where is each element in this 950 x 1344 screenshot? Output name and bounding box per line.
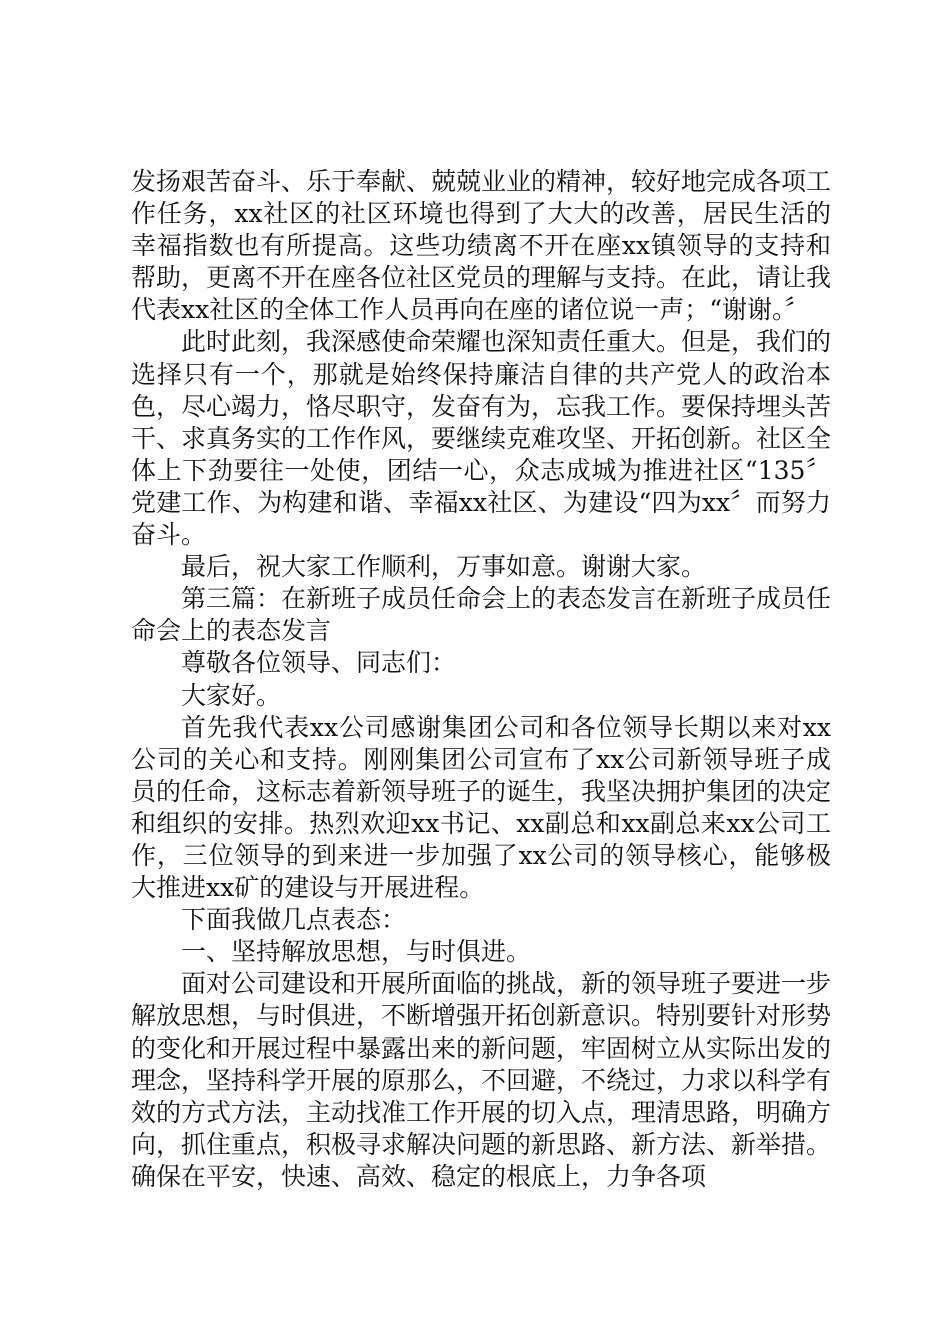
section-heading: 第三篇：在新班子成员任命会上的表态发言在新班子成员任命会上的表态发言 bbox=[131, 584, 832, 646]
paragraph-closing-wishes: 最后，祝大家工作顺利，万事如意。谢谢大家。 bbox=[181, 552, 707, 582]
paragraph-thanks: 首先我代表xx公司感谢集团公司和各位领导长期以来对xx公司的关心和支持。刚刚集团公司宣布了xx公司新领导班子成员的任命，这标志着新领导班子的诞生，我坚决拥护集团的决定和组织的安排。热烈欢迎xx书记、xx副总和xx副总来xx公司工作，三位领导的到来进一步加强了xx公司的领导核心，能够极大推进xx矿的建设与开展进程。 bbox=[131, 712, 832, 903]
paragraph-mission: 此时此刻，我深感使命荣耀也深知责任重大。但是，我们的选择只有一个，那就是始终保持廉洁自律的共产党人的政治本色，尽心竭力，恪尽职守，发奋有为，忘我工作。要保持埋头苦干、求真务实的工作作风，要继续克难攻坚、开拓创新。社区全体上下劲要往一处使，团结一心，众志成城为推进社区“135〞党建工作、为构建和谐、幸福xx社区、为建设“四为xx〞而努力奋斗。 bbox=[131, 327, 832, 550]
paragraph-continuation: 发扬艰苦奋斗、乐于奉献、兢兢业业的精神，较好地完成各项工作任务，xx社区的社区环境也得到了大大的改善，居民生活的幸福指数也有所提高。这些功绩离不开在座xx镇领导的支持和帮助，更离不开在座各位社区党员的理解与支持。在此，请让我代表xx社区的全体工作人员再向在座的诸位说一声；“谢谢。〞 bbox=[131, 167, 832, 325]
paragraph-point-1: 面对公司建设和开展所面临的挑战，新的领导班子要进一步解放思想，与时俱进，不断增强开拓创新意识。特别要针对形势的变化和开展过程中暴露出来的新问题，牢固树立从实际出发的理念，坚持科学开展的原那么，不回避，不绕过，力求以科学有效的方式方法，主动找准工作开展的切入点，理清思路，明确方向，抓住重点，积极寻求解决问题的新思路、新方法、新举措。确保在平安，快速、高效、稳定的根底上，力争各项 bbox=[131, 969, 832, 1191]
greeting: 大家好。 bbox=[181, 680, 282, 710]
document-body bbox=[131, 166, 831, 1193]
paragraph-intro-points: 下面我做几点表态： bbox=[181, 905, 407, 935]
point-heading-1: 一、坚持解放思想，与时俱进。 bbox=[181, 937, 532, 967]
salutation: 尊敬各位领导、同志们： bbox=[181, 648, 457, 678]
